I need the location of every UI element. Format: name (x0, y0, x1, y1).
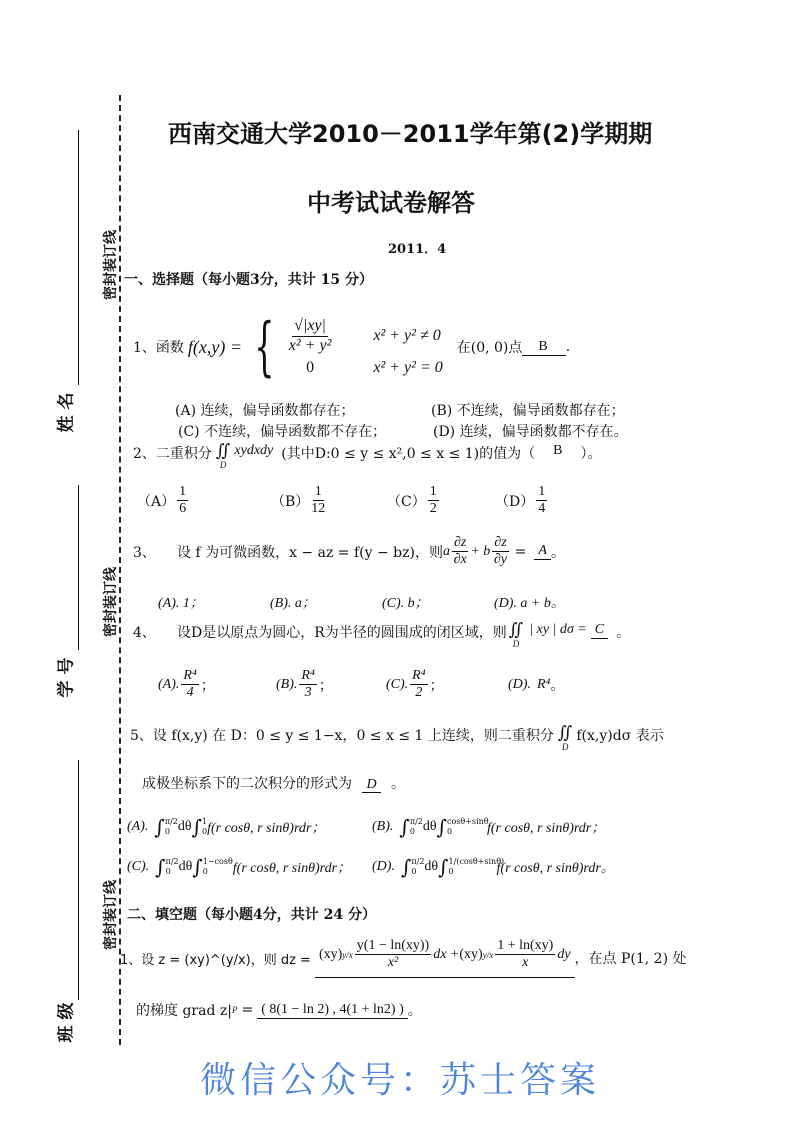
section-2-title: 二、填空题（每小题4分，共计 24 分） (127, 907, 376, 923)
integrand-text: | xy | dσ = (529, 622, 587, 637)
upper1-text: π/2 (411, 857, 425, 867)
num-text: 1 (177, 484, 188, 501)
question-5 (130, 725, 664, 752)
lhs-text: f(x,y) = (187, 336, 243, 357)
math-fragment (452, 535, 468, 568)
math-fragment (216, 443, 230, 470)
math-fragment (299, 668, 316, 701)
question-5-line-2 (142, 773, 405, 793)
body-text: f(r cosθ, r sinθ)rdr； (232, 861, 352, 876)
integral-text: ∬ (508, 620, 524, 640)
cond1-text: x² + y² ≠ 0 (373, 327, 441, 344)
end-text: ）。 (580, 446, 602, 462)
lower-text: 0 (411, 867, 417, 876)
den-text: 3 (304, 685, 312, 701)
lower-text: 0 (164, 827, 170, 836)
sub-text: D (219, 460, 227, 470)
integral-text: ∬ (215, 441, 231, 461)
math-fragment (428, 484, 439, 517)
student-id-label[interactable]: 学 号 (56, 657, 77, 698)
line2-text: 的梯度 grad z| (136, 1003, 232, 1019)
end-text: 。 (391, 776, 406, 792)
lower-text: 0 (202, 827, 208, 836)
answer-blank: C (591, 622, 608, 639)
num-text: 1 (313, 484, 324, 501)
n1-text: y(1 − ln(xy)) (355, 938, 431, 955)
class-label[interactable]: 班 级 (56, 1002, 77, 1043)
q1-option-d: (D) 连续，偏导函数都不存在。 (433, 424, 628, 440)
binding-label: 密封装订线 (103, 880, 119, 950)
q2-option-d (495, 484, 549, 517)
num-text: 1 (536, 484, 547, 501)
lower-text: 0 (448, 867, 454, 876)
integral-text: ∬ (557, 723, 573, 743)
q3-option-a: (A). 1； (158, 596, 204, 611)
prefix-text: 1、函数 (133, 340, 184, 356)
int-common-text: ∫ (399, 815, 410, 839)
val2-text: 0 (306, 358, 315, 376)
answer-blank: B (553, 443, 563, 458)
integrand-text: f(x,y)dσ 表示 (576, 728, 664, 744)
den-text: 4 (186, 685, 194, 701)
title-line-2: 中考试试卷解答 (307, 189, 475, 217)
den2-text: ∂y (493, 552, 508, 568)
body-text: f(r cosθ, r sinθ)rdr； (207, 821, 326, 836)
q1-option-a: (A) 连续，偏导函数都存在； (175, 403, 355, 419)
label-text: (D). (372, 859, 395, 874)
lower-text: 0 (202, 867, 208, 876)
num-text: √|xy| (292, 317, 328, 336)
eq-text: = (241, 1002, 254, 1018)
num-text: 1 (428, 484, 439, 501)
sub-text: D (512, 639, 520, 649)
num1-text: ∂z (452, 535, 468, 552)
dtheta-text: dθ (424, 859, 439, 874)
answer-blank: D (362, 777, 380, 793)
label-text: (B). (372, 819, 394, 834)
end-text: ； (429, 677, 444, 694)
q5-option-d (372, 855, 615, 879)
int-common-text: ∫ (192, 855, 203, 879)
q1-option-b: (B) 不连续，偏导函数都存在； (431, 403, 625, 419)
name-label[interactable]: 姓 名 (56, 392, 77, 433)
watermark: 微信公众号：苏士答案 (200, 1060, 601, 1101)
int-common-text: ∫ (400, 855, 412, 879)
math-fragment (165, 817, 178, 836)
dtheta-text: dθ (422, 819, 437, 834)
q2-option-b (271, 484, 387, 517)
fill-question-1-gradient (136, 1000, 422, 1020)
cond-text: (其中D:0 ≤ y ≤ x²,0 ≤ x ≤ 1) (281, 446, 480, 462)
integrand-text: xydxdy (234, 443, 274, 458)
label-text: (A). (158, 676, 180, 692)
d2-text: x (522, 955, 529, 971)
q5-option-a (127, 815, 325, 839)
label-text: （A） (137, 493, 176, 510)
num-text: R⁴ (181, 668, 198, 685)
math-fragment (289, 317, 332, 355)
den-text: 12 (311, 501, 326, 517)
math-fragment (177, 484, 188, 517)
q2-options (137, 484, 549, 517)
end-text: . (565, 339, 571, 355)
question-2 (133, 443, 601, 470)
sub-text: D (561, 742, 569, 752)
q3-option-d: (D). a + b。 (494, 596, 565, 611)
upper2-text: 1/(cosθ+sinθ) (448, 857, 505, 867)
exam-date: 2011．4 (388, 242, 447, 257)
q3-option-c: (C). b； (382, 596, 429, 611)
end-text: 。 (550, 544, 565, 561)
binding-label: 密封装订线 (103, 230, 119, 300)
upper2-text: cosθ+sinθ (447, 817, 489, 827)
text-text: 设D是以原点为圆心，R为半径的圆围成的闭区域，则 (177, 625, 507, 641)
end-text: ； (318, 677, 333, 694)
label-text: （D） (495, 493, 535, 510)
den-text: 2 (429, 501, 437, 517)
lower-text: 0 (447, 827, 453, 836)
q5-option-c (127, 855, 351, 879)
math-fragment (410, 668, 427, 701)
label-text: (B). (276, 676, 298, 692)
dx-text: dx + (433, 946, 460, 962)
answer-blank: B (522, 339, 565, 356)
exp-text: y/x (482, 949, 494, 960)
prefix-text: 1、设 z = (xy)^(y/x)，则 dz = (120, 952, 311, 968)
text-text: 设 f 为可微函数，x − az = f(y − bz)，则 (177, 544, 443, 561)
q5-option-b (372, 815, 605, 839)
math-fragment (355, 938, 431, 971)
q2-option-a (137, 484, 271, 517)
end-text: 。 (550, 677, 565, 694)
d1-text: x² (387, 955, 399, 971)
math-fragment (311, 484, 325, 517)
lower-text: 0 (165, 867, 171, 876)
q4-option-c (386, 668, 508, 701)
label-text: (C). (386, 676, 409, 692)
math-fragment (410, 817, 423, 836)
end-text: 。 (407, 1003, 422, 1019)
line2-text: 成极坐标系下的二次积分的形式为 (142, 776, 352, 792)
body-text: f(r cosθ, r sinθ)rdr； (487, 821, 606, 836)
dtheta-text: dθ (177, 819, 192, 834)
q4-option-a (158, 668, 276, 701)
int-common-text: ∫ (191, 815, 202, 839)
dy-text: dy (557, 946, 571, 962)
den-text: 6 (179, 501, 187, 517)
q4-option-b (276, 668, 386, 701)
math-fragment (558, 725, 572, 752)
brace: { (254, 310, 275, 384)
prefix-text: 2、二重积分 (133, 446, 212, 462)
q3-option-b: (B). a； (270, 596, 316, 611)
num-text: R⁴ (299, 668, 316, 685)
dtheta-text: dθ (178, 859, 193, 874)
math-fragment (181, 668, 198, 701)
math-fragment (166, 857, 179, 876)
fill-question-1 (120, 938, 687, 978)
class-line (78, 760, 79, 1000)
plus-text: + b (470, 543, 491, 559)
suffix-text: 在(0, 0)点 (456, 340, 523, 356)
question-1 (133, 312, 570, 382)
eq-text: = (514, 543, 527, 560)
prefix-text: 4、 (133, 625, 156, 641)
label-text: （C） (387, 493, 426, 510)
num-text: R⁴ (536, 676, 551, 692)
num2-text: ∂z (492, 535, 508, 552)
exp-text: y/x (342, 949, 353, 960)
math-fragment (411, 857, 424, 876)
answer-blank (315, 938, 575, 978)
math-fragment (536, 484, 547, 517)
question-4 (133, 622, 630, 649)
int-common-text: ∫ (438, 855, 449, 879)
q4-option-d (508, 675, 564, 695)
upper2-text: 1 (202, 817, 208, 827)
section-1-title: 一、选择题（每小题3分，共计 15 分） (124, 272, 373, 288)
question-3 (133, 535, 565, 568)
int-common-text: ∫ (154, 815, 165, 839)
int-common-text: ∫ (436, 815, 447, 839)
sub-text: P (231, 1005, 238, 1015)
name-line (78, 130, 79, 385)
math-fragment (287, 317, 443, 377)
label-text: (D). (508, 676, 531, 692)
int-common-text: ∫ (155, 855, 166, 879)
t2-text: (xy) (459, 946, 483, 962)
math-fragment (203, 857, 233, 876)
cond2-text: x² + y² = 0 (373, 358, 443, 376)
den-text: 2 (415, 685, 423, 701)
den-text: x² + y² (288, 336, 332, 354)
label-text: (A). (127, 819, 149, 834)
upper1-text: π/2 (165, 857, 179, 867)
prefix-text: 3、 (133, 544, 156, 561)
answer-blank: A (534, 543, 551, 560)
upper1-text: π/2 (164, 817, 178, 827)
body-text: f(r cosθ, r sinθ)rdr。 (496, 861, 615, 876)
q2-option-c (387, 484, 495, 517)
prefix-text: 5、设 f(x,y) 在 D：0 ≤ y ≤ 1−x，0 ≤ x ≤ 1 上连续，则二重积分 (130, 728, 554, 744)
math-fragment (447, 817, 487, 836)
num-text: R⁴ (410, 668, 427, 685)
math-fragment (495, 938, 555, 971)
title-line-1: 西南交通大学2010－2011学年第(2)学期期 (168, 120, 653, 148)
answer-blank: ( 8(1 − ln 2) , 4(1 + ln2) ) (257, 1002, 408, 1019)
den1-text: ∂x (453, 552, 467, 568)
math-fragment (492, 535, 508, 568)
student-id-line (78, 485, 79, 650)
q1-option-c: (C) 不连续，偏导函数都不存在； (178, 424, 387, 440)
label-text: （B） (271, 493, 310, 510)
suffix-text: ，在点 P(1, 2) 处 (574, 951, 687, 968)
suffix-text: 的值为（ (479, 446, 536, 462)
binding-label: 密封装订线 (103, 567, 119, 637)
n2-text: 1 + ln(xy) (495, 938, 555, 955)
label-text: (C). (127, 859, 150, 874)
upper1-text: π/2 (409, 817, 423, 827)
q4-options (158, 668, 564, 701)
end-text: 。 (616, 625, 631, 641)
math-fragment (509, 622, 523, 649)
upper2-text: 1−cosθ (202, 857, 233, 867)
math-fragment (448, 857, 505, 876)
den-text: 4 (538, 501, 546, 517)
lower-text: 0 (409, 827, 415, 836)
t1-text: (xy) (318, 946, 343, 962)
q3-options (158, 592, 565, 612)
expr-a-text: a (442, 543, 450, 559)
end-text: ； (200, 677, 215, 694)
